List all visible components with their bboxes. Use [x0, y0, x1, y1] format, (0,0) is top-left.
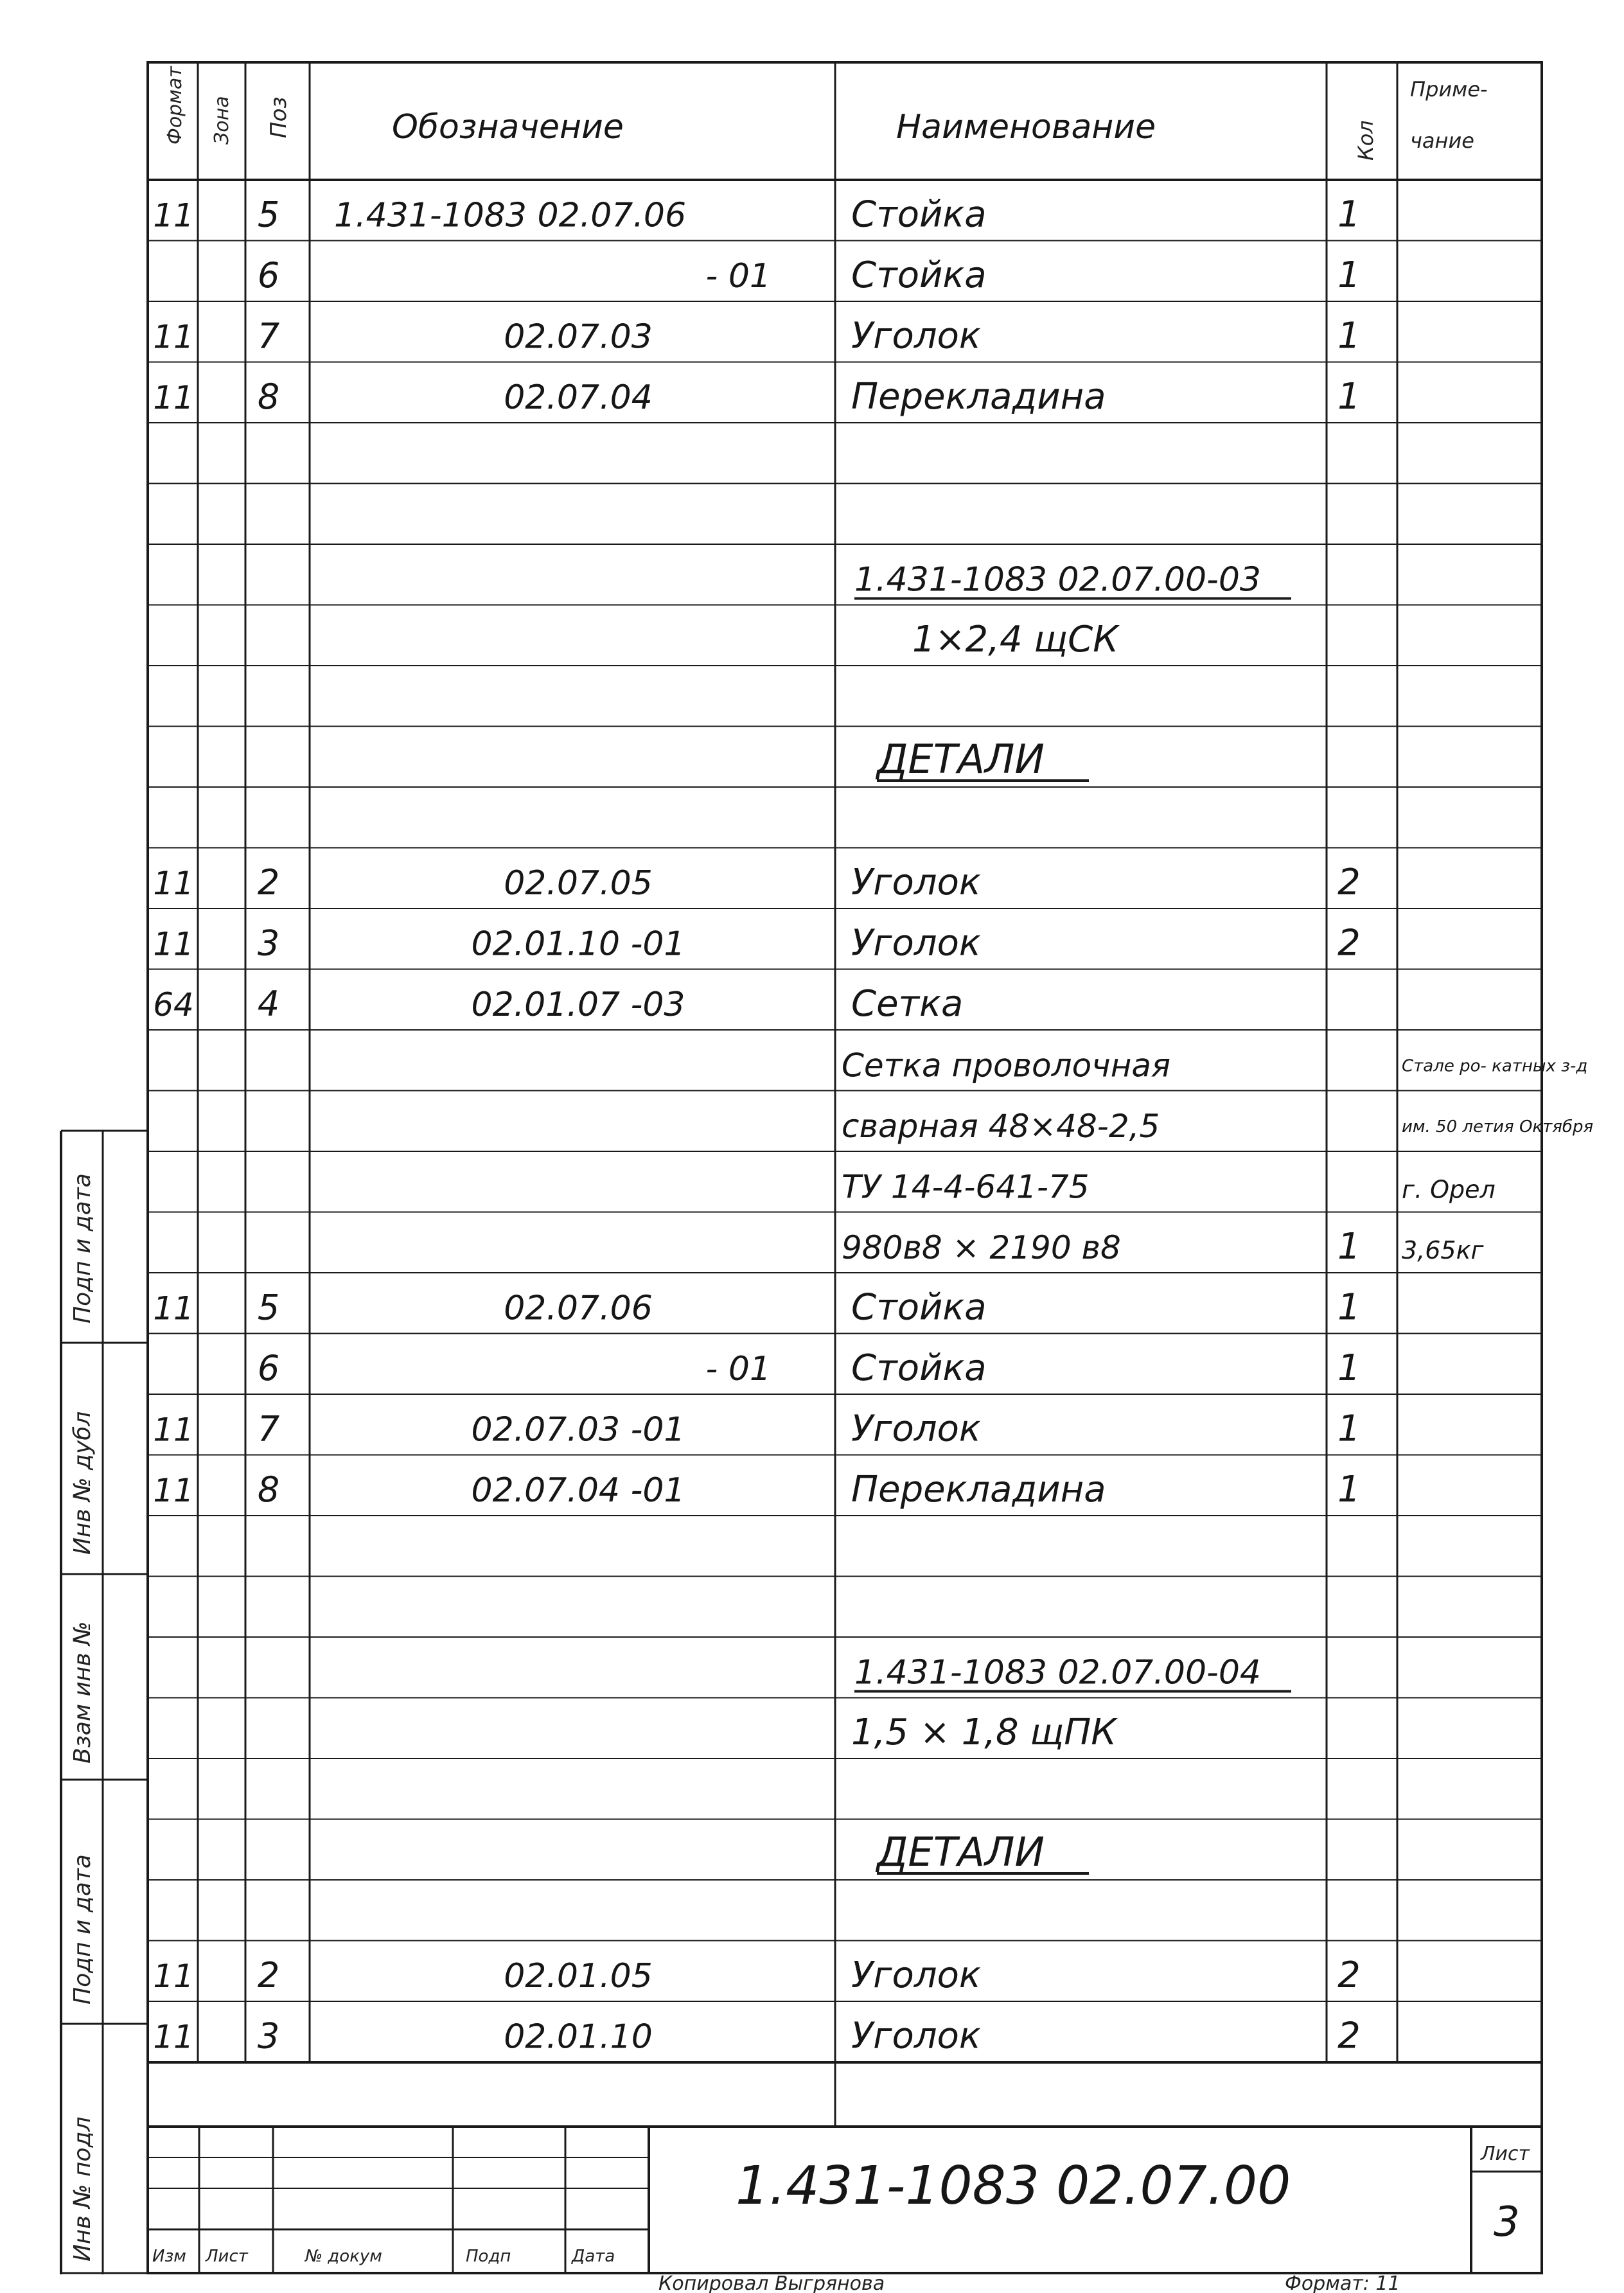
header-note-1: Приме- [1410, 77, 1488, 102]
cell-format: 11 [153, 865, 194, 902]
cell-name: Стойка [851, 254, 987, 296]
table-row [148, 1873, 1542, 1880]
cell-position: 6 [257, 1348, 280, 1388]
cell-position: 8 [257, 376, 280, 417]
title-col-change: Изм [152, 2247, 186, 2266]
copied-by: Копировал Выгрянова [658, 2272, 885, 2293]
cell-format: 64 [153, 986, 194, 1023]
cell-name: Уголок [851, 1954, 981, 1996]
cell-name: Стойка [851, 1286, 987, 1329]
cell-quantity: 1 [1337, 1226, 1361, 1268]
table-row [148, 599, 1542, 605]
table-body [148, 180, 1593, 2062]
side-stamp-duplicate-inventory: Инв № дубл [69, 1411, 96, 1555]
cell-format: 11 [153, 197, 194, 235]
cell-designation: 02.07.04 -01 [471, 1471, 685, 1510]
cell-position: 7 [257, 315, 280, 357]
cell-designation: 1.431-1083 02.07.06 [334, 196, 687, 235]
cell-name: 1.431-1083 02.07.00-03 [854, 560, 1261, 599]
cell-designation: - 01 [705, 257, 771, 296]
cell-quantity: 1 [1337, 1347, 1361, 1389]
cell-position: 6 [257, 255, 280, 296]
cell-designation: 02.07.05 [504, 864, 653, 903]
cell-name: ДЕТАЛИ [877, 1828, 1045, 1875]
column-rules [198, 62, 1397, 2127]
cell-designation: 02.01.07 -03 [471, 986, 685, 1024]
cell-name: Сетка проволочная [842, 1047, 1171, 1085]
cell-quantity: 1 [1337, 315, 1361, 357]
cell-designation: 02.07.04 [504, 378, 653, 417]
cell-note: им. 50 летия Октября [1402, 1117, 1594, 1137]
sheet-label: Лист [1481, 2143, 1530, 2165]
cell-name: Уголок [851, 862, 981, 903]
cell-name: Перекладина [851, 376, 1106, 418]
cell-quantity: 1 [1337, 254, 1361, 296]
cell-name: 1.431-1083 02.07.00-04 [854, 1653, 1261, 1692]
cell-position: 2 [257, 1955, 280, 1996]
cell-name: Уголок [851, 315, 981, 357]
cell-quantity: 2 [1337, 2015, 1361, 2057]
side-stamp-original-inventory: Инв № подл [69, 2116, 96, 2262]
cell-name: Уголок [851, 2015, 981, 2057]
cell-position: 4 [257, 984, 280, 1024]
table-header [164, 66, 1488, 161]
cell-quantity: 2 [1337, 1954, 1361, 1996]
side-stamp-sign-date-1: Подп и дата [69, 1854, 96, 2005]
cell-quantity: 1 [1337, 1286, 1361, 1329]
header-designation: Обозначение [392, 108, 624, 146]
cell-position: 8 [257, 1469, 280, 1510]
header-quantity: Кол [1354, 120, 1378, 161]
cell-designation: 02.01.05 [504, 1957, 653, 1996]
cell-format: 11 [153, 1472, 194, 1509]
cell-quantity: 1 [1337, 376, 1361, 418]
side-stamp-replacement-inventory: Взам инв № [69, 1621, 96, 1764]
cell-name: Уголок [851, 1408, 981, 1450]
sheet-number: 3 [1494, 2199, 1520, 2246]
table-row [148, 781, 1542, 787]
cell-quantity: 1 [1337, 1408, 1361, 1450]
header-format: Формат [164, 66, 186, 145]
title-block-text [152, 2143, 1531, 2266]
cell-position: 3 [257, 923, 280, 964]
cell-name: 1×2,4 щСК [912, 619, 1119, 660]
cell-designation: - 01 [705, 1350, 771, 1388]
document-number: 1.431-1083 02.07.00 [736, 2156, 1291, 2217]
cell-quantity: 2 [1337, 862, 1361, 903]
cell-name: Уголок [851, 922, 981, 964]
header-zone: Зона [211, 96, 233, 145]
title-col-document: № докум [305, 2247, 382, 2266]
cell-format: 11 [153, 1411, 194, 1449]
cell-format: 11 [153, 925, 194, 963]
cell-position: 2 [257, 862, 280, 903]
cell-name: ТУ 14-4-641-75 [842, 1168, 1090, 1206]
cell-format: 11 [153, 318, 194, 356]
side-stamp-sign-date-2: Подп и дата [69, 1173, 96, 1324]
cell-name: сварная 48×48-2,5 [842, 1108, 1160, 1145]
table-row [148, 1692, 1542, 1698]
cell-note: Стале ро- катных з-д [1402, 1056, 1588, 1076]
cell-name: Перекладина [851, 1469, 1106, 1510]
cell-format: 11 [153, 2018, 194, 2056]
footer [658, 2272, 1400, 2293]
cell-format: 11 [153, 379, 194, 416]
cell-designation: 02.01.10 [504, 2017, 653, 2057]
header-position: Поз [266, 96, 292, 138]
cell-name: 1,5 × 1,8 щПК [851, 1712, 1117, 1753]
cell-name: ДЕТАЛИ [877, 736, 1045, 783]
header-note-2: чание [1410, 128, 1474, 153]
cell-designation: 02.07.03 [504, 317, 653, 357]
cell-designation: 02.07.06 [504, 1289, 653, 1328]
cell-name: Стойка [851, 1347, 987, 1389]
title-col-sheet: Лист [206, 2247, 248, 2266]
cell-designation: 02.01.10 -01 [471, 925, 685, 964]
cell-position: 5 [257, 1287, 280, 1328]
title-col-date: Дата [572, 2247, 615, 2266]
table-frame [61, 61, 1542, 2274]
cell-format: 11 [153, 1289, 194, 1327]
cell-quantity: 2 [1337, 922, 1361, 964]
cell-position: 5 [257, 194, 280, 235]
cell-name: Стойка [851, 193, 987, 236]
cell-quantity: 1 [1337, 1469, 1361, 1510]
cell-name: Сетка [851, 983, 964, 1025]
header-name: Наименование [896, 108, 1156, 146]
side-stamp [69, 1173, 96, 2262]
cell-designation: 02.07.03 -01 [471, 1410, 685, 1449]
cell-position: 7 [257, 1408, 280, 1449]
title-col-signature: Подп [466, 2247, 511, 2266]
cell-format: 11 [153, 1958, 194, 1995]
cell-note: 3,65кг [1402, 1236, 1484, 1264]
cell-name: 980в8 × 2190 в8 [842, 1229, 1121, 1266]
cell-quantity: 1 [1337, 193, 1361, 236]
format-label: Формат: 11 [1285, 2272, 1400, 2293]
cell-note: г. Орел [1402, 1175, 1496, 1204]
cell-position: 3 [257, 2015, 280, 2057]
